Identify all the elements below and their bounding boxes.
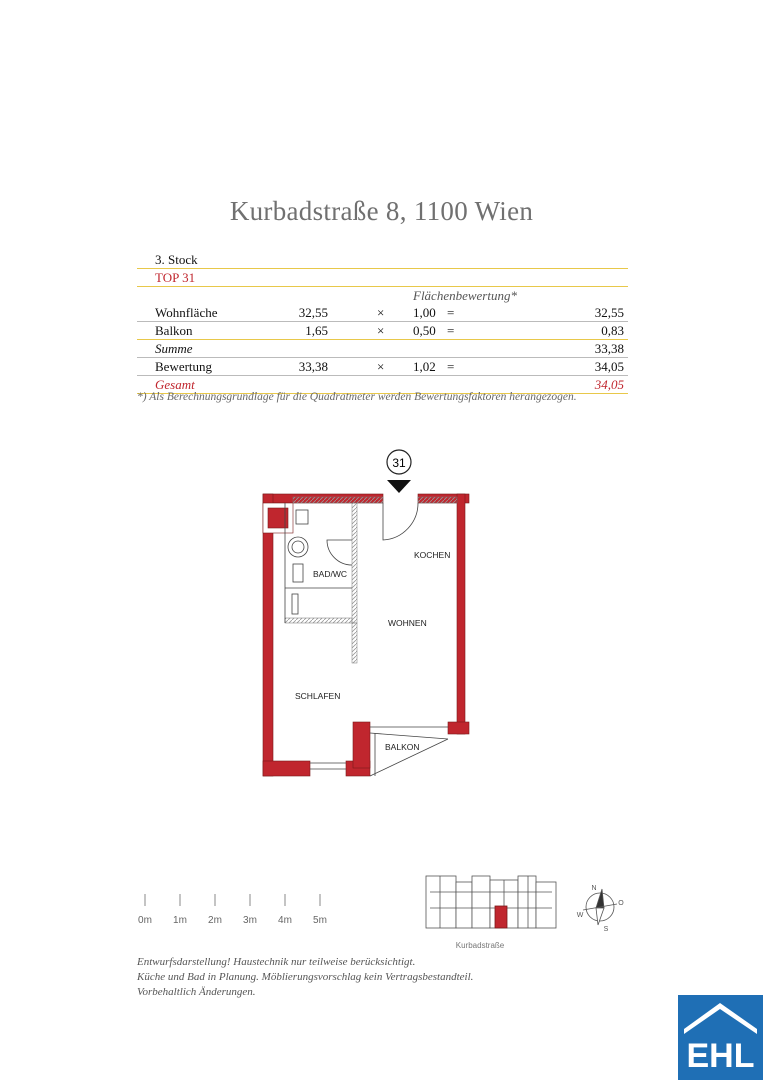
compass-east: O xyxy=(618,900,624,907)
entrance-arrow-icon xyxy=(387,480,411,493)
times-sign: × xyxy=(377,323,385,338)
compass-icon xyxy=(583,889,617,925)
footnote: *) Als Berechnungsgrundlage für die Quadratmeter werden Bewertungsfaktoren herangezogen. xyxy=(137,391,577,403)
compass-south: S xyxy=(603,926,609,933)
gesamt-total: 34,05 xyxy=(594,377,624,392)
bewertung-label: Bewertung xyxy=(155,359,213,374)
scale-label: 0m xyxy=(138,915,152,926)
scale-label: 2m xyxy=(208,915,222,926)
room-label-balkon: BALKON xyxy=(385,742,420,752)
row-total: 0,83 xyxy=(601,323,624,338)
equals-sign: = xyxy=(447,323,455,338)
unit-number: 31 xyxy=(392,456,406,470)
bewertung-total: 34,05 xyxy=(594,359,624,374)
scale-bar xyxy=(145,894,320,906)
site-plan-thumbnail xyxy=(426,876,556,928)
scale-label: 1m xyxy=(173,915,187,926)
scale-label: 5m xyxy=(313,915,327,926)
row-factor: 0,50 xyxy=(413,323,436,338)
gesamt-label: Gesamt xyxy=(155,377,195,392)
room-label-schlafen: SCHLAFEN xyxy=(295,691,341,701)
scale-label: 3m xyxy=(243,915,257,926)
scale-label: 4m xyxy=(278,915,292,926)
bewertung-factor: 1,02 xyxy=(413,359,436,374)
row-value: 32,55 xyxy=(298,305,328,320)
site-street-label: Kurbadstraße xyxy=(455,941,505,950)
compass-west: W xyxy=(576,912,584,919)
times-sign: × xyxy=(377,305,385,320)
room-label-kochen: KOCHEN xyxy=(414,550,451,560)
row-value: 1,65 xyxy=(305,323,328,338)
row-label: Balkon xyxy=(155,323,193,338)
room-label-bad: BAD/WC xyxy=(313,569,347,579)
table-header: Flächenbewertung* xyxy=(413,288,517,303)
room-label-wohnen: WOHNEN xyxy=(388,618,427,628)
row-total: 32,55 xyxy=(594,305,624,320)
bewertung-value: 33,38 xyxy=(298,359,328,374)
ehl-logo xyxy=(678,995,763,1080)
logo-text: EHL xyxy=(686,1037,755,1075)
disclaimer-line: Küche und Bad in Planung. Möblierungsvorschlag kein Vertragsbestandteil. xyxy=(137,971,474,983)
disclaimer-line: Entwurfsdarstellung! Haustechnik nur teilweise berücksichtigt. xyxy=(137,956,416,968)
equals-sign: = xyxy=(447,305,455,320)
row-label: Wohnfläche xyxy=(155,305,218,320)
unit-marker xyxy=(387,450,411,493)
disclaimer xyxy=(137,955,473,1000)
walls xyxy=(263,494,469,776)
page-title: Kurbadstraße 8, 1100 Wien xyxy=(229,196,534,226)
row-factor: 1,00 xyxy=(413,305,436,320)
unit-label: TOP 31 xyxy=(155,270,196,285)
disclaimer-line: Vorbehaltlich Änderungen. xyxy=(137,986,256,998)
summe-total: 33,38 xyxy=(594,341,624,356)
equals-sign: = xyxy=(447,359,455,374)
floor-label: 3. Stock xyxy=(155,252,198,267)
summe-label: Summe xyxy=(155,341,193,356)
times-sign: × xyxy=(377,359,385,374)
compass-north: N xyxy=(591,885,597,892)
